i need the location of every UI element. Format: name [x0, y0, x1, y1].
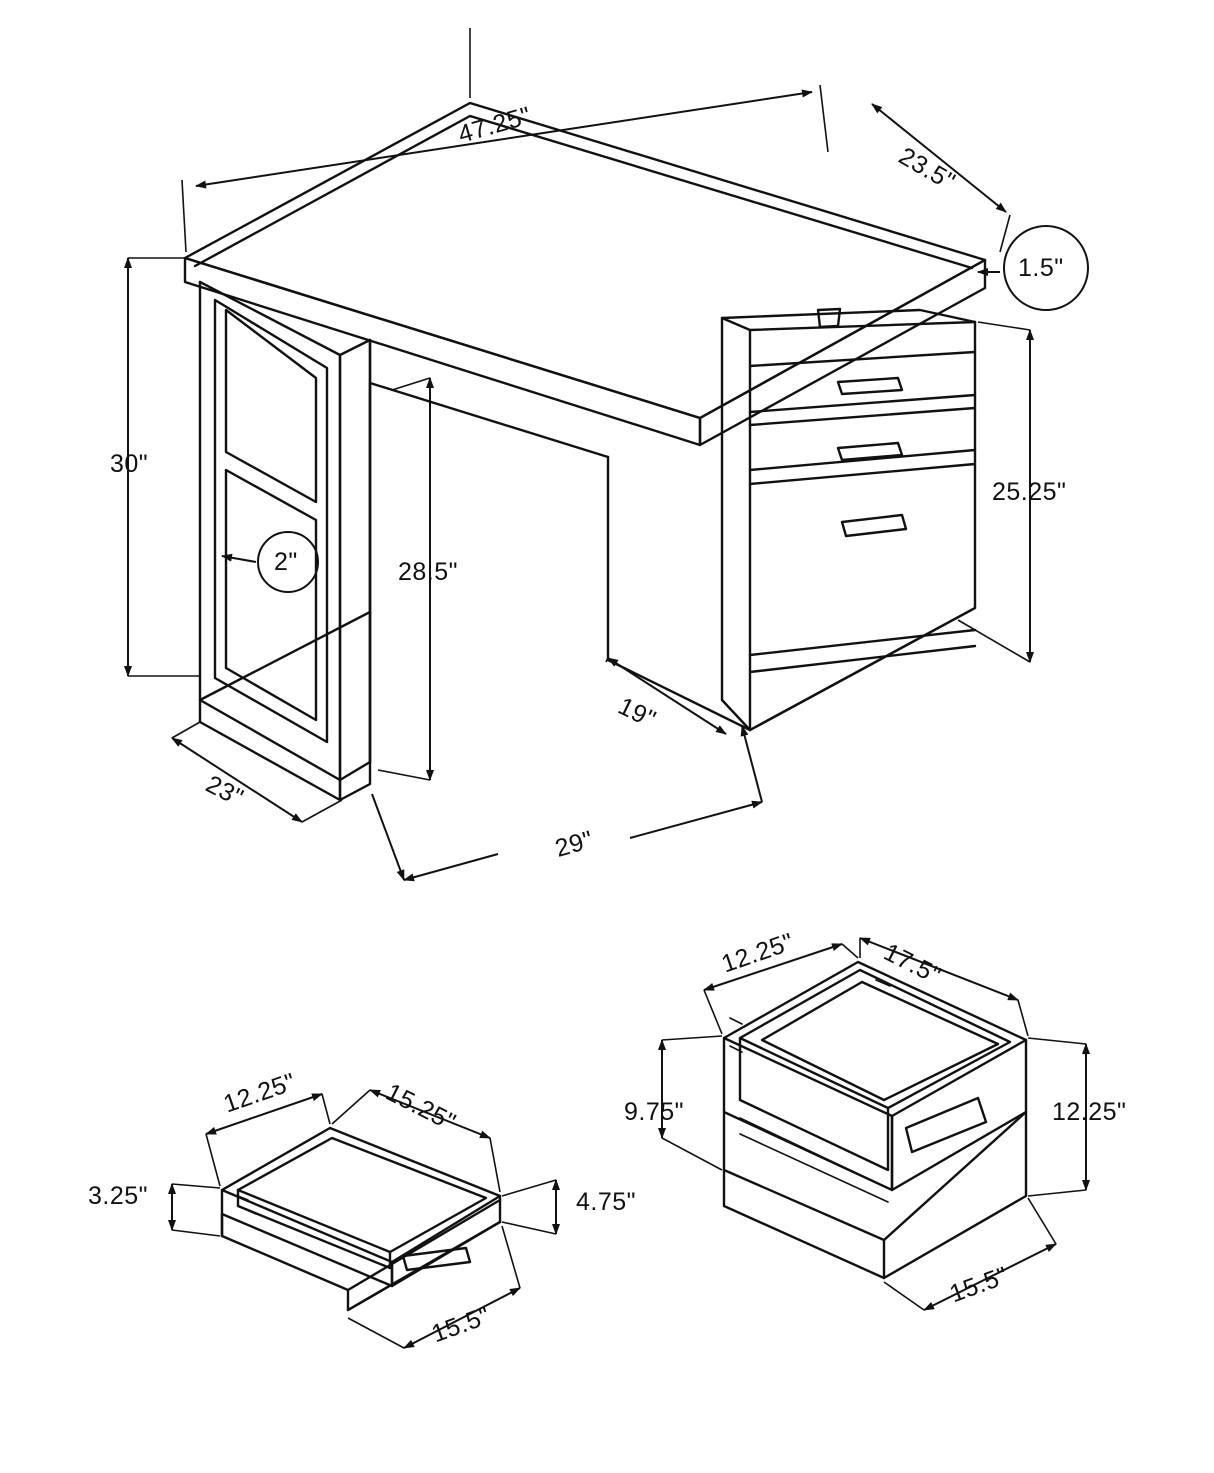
dimension-file-drawer-front-height: 12.25" — [1052, 1098, 1127, 1126]
callout-panel-thickness: 2" — [274, 548, 298, 576]
dimension-file-drawer-depth: 12.25" — [718, 927, 798, 979]
dimension-small-drawer-inner-height: 3.25" — [88, 1182, 149, 1210]
callout-top-thickness: 1.5" — [1018, 254, 1064, 282]
dimension-desk-overall-height: 30" — [110, 450, 149, 478]
dimension-desk-depth-top: 23.5" — [894, 142, 961, 197]
desk-assembly-geometry — [185, 103, 985, 800]
dimension-small-drawer-front-height: 4.75" — [576, 1188, 637, 1216]
file-drawer-geometry — [724, 962, 1026, 1278]
dimension-pedestal-depth: 19" — [613, 692, 661, 734]
dimension-small-drawer-depth: 12.25" — [220, 1067, 300, 1119]
dimension-file-drawer-inner-height: 9.75" — [624, 1098, 685, 1126]
dimension-leg-panel-depth: 23" — [201, 770, 249, 813]
dimension-small-drawer-inner-width: 15.25" — [381, 1078, 461, 1137]
dimension-small-drawer-front-width: 15.5" — [428, 1301, 495, 1349]
dimension-pedestal-height: 25.25" — [992, 478, 1067, 506]
file-drawer-dimension-lines — [662, 938, 1086, 1310]
dimension-file-drawer-inner-width: 17.5" — [879, 938, 946, 991]
small-drawer-dimension-lines — [172, 1090, 556, 1348]
dimension-file-drawer-front-width: 15.5" — [946, 1261, 1013, 1309]
dimension-desk-width-top: 47.25" — [455, 101, 535, 149]
dimension-knee-space-width: 29" — [552, 825, 597, 863]
small-drawer-geometry — [222, 1128, 500, 1310]
dimension-desk-clearance-height: 28.5" — [398, 558, 459, 586]
